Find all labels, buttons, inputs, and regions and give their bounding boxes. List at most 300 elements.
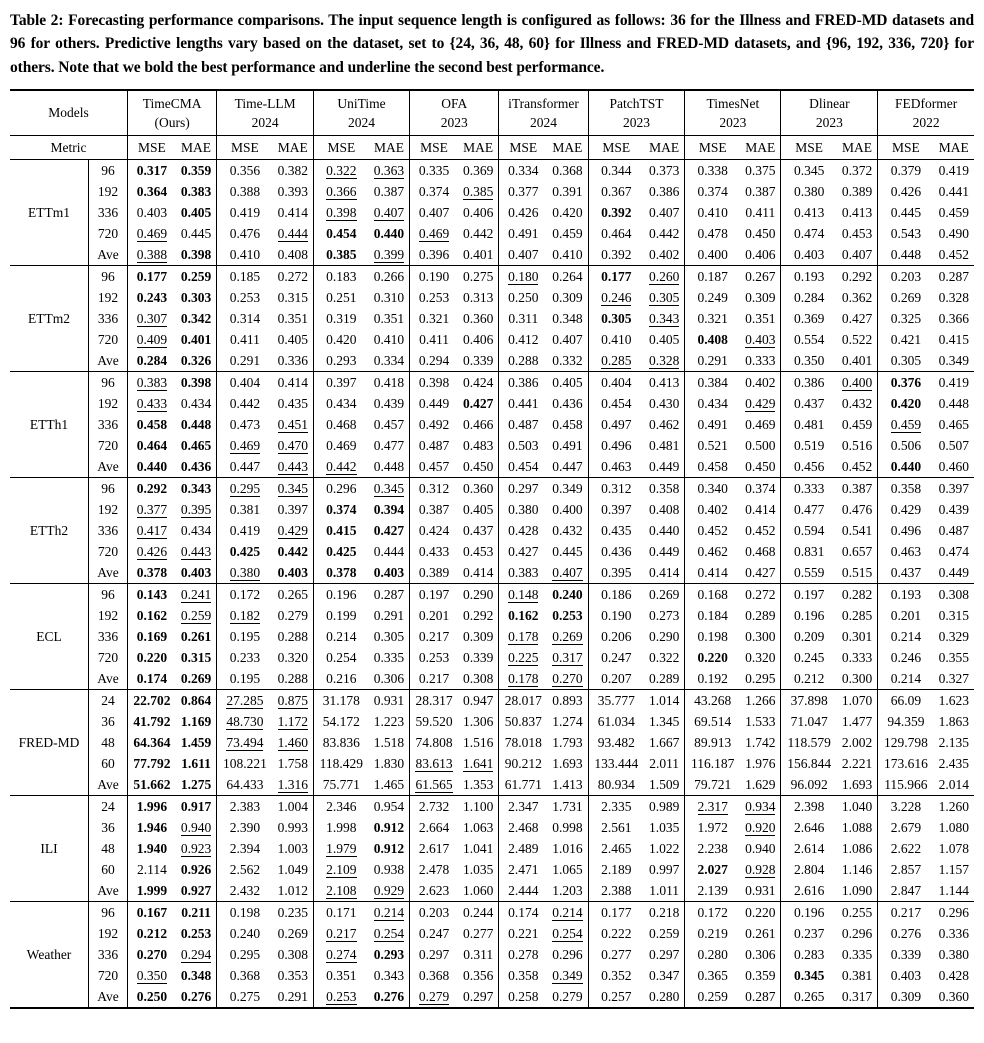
table-row [10,774,974,796]
metric-value-cell [644,350,685,372]
metric-value: 0.447 [229,458,261,474]
metric-value: 0.225 [508,649,539,665]
metric-value-cell [878,350,934,372]
metric-value: 0.928 [745,861,776,877]
metric-value-cell [878,732,934,753]
metric-value-cell [685,626,740,647]
metric-value-cell [217,329,273,350]
metric-value-cell [781,202,837,223]
metric-value-cell [685,605,740,626]
table-row [10,901,974,923]
metric-value: 1.088 [841,819,873,835]
table-row [10,520,974,541]
metric-value-cell [176,817,217,838]
metric-value: 0.402 [648,246,680,262]
metric-value-cell [217,880,273,902]
metric-value: 0.211 [181,904,211,920]
metric-value-cell [588,456,644,478]
metric-value-cell [878,520,934,541]
metric-value: 0.449 [648,543,680,559]
metric-value: 0.363 [373,162,405,178]
metric-value: 31.178 [322,692,360,708]
metric-value-cell [273,753,314,774]
metric-value-cell [588,202,644,223]
metric-value-cell [176,859,217,880]
metric-value-cell [176,414,217,435]
metric-value-cell [128,965,176,986]
metric-value: 0.283 [793,946,825,962]
metric-value: 0.267 [745,268,776,284]
metric-value: 0.334 [508,162,539,178]
table-row [10,541,974,562]
metric-value: 0.443 [277,458,308,474]
metric-value-cell [176,159,217,181]
metric-value: 0.454 [326,225,357,241]
metric-value-cell [934,223,974,244]
metric-value-cell [740,817,781,838]
metric-value: 0.300 [745,628,776,644]
metric-value-cell [644,647,685,668]
metric-value-cell [934,202,974,223]
metric-value: 2.616 [793,882,825,898]
metric-column-label: MAE [273,135,314,159]
metric-value-cell [644,668,685,690]
metric-value: 0.275 [462,268,494,284]
metric-value-cell [740,329,781,350]
metric-value: 0.448 [373,458,405,474]
metric-value-cell [740,499,781,520]
metric-value-cell [176,244,217,266]
metric-value: 0.410 [601,331,632,347]
metric-value-cell [369,859,410,880]
metric-value-cell [176,880,217,902]
metric-value: 0.559 [793,564,825,580]
metric-value-cell [837,414,878,435]
metric-value-cell [410,880,458,902]
metric-value-cell [644,605,685,626]
metric-value: 1.003 [277,840,308,856]
metric-value: 0.368 [552,162,583,178]
horizon-label: 36 [89,711,128,732]
metric-value: 1.976 [745,755,776,771]
metric-value-cell [547,605,588,626]
metric-value-cell [369,350,410,372]
metric-value-cell [740,880,781,902]
metric-value: 0.432 [841,395,873,411]
metric-value: 0.407 [552,564,583,580]
metric-value-cell [588,965,644,986]
metric-value-cell [410,795,458,817]
metric-value-cell [410,859,458,880]
horizon-label: 96 [89,159,128,181]
metric-value: 0.487 [938,522,969,538]
metric-value-cell [588,499,644,520]
metric-value: 0.214 [890,670,922,686]
metric-value: 0.414 [697,564,728,580]
metric-column-label: MAE [934,135,974,159]
metric-value: 0.831 [793,543,825,559]
metric-value: 0.380 [793,183,825,199]
metric-value: 0.427 [841,310,873,326]
metric-value-cell [547,944,588,965]
metric-value: 1.946 [136,819,168,835]
table-row [10,265,974,287]
metric-value: 0.270 [136,946,168,962]
metric-value: 1.731 [552,798,583,814]
metric-value: 0.305 [373,628,405,644]
metric-value-cell [458,689,499,711]
metric-value-cell [499,880,547,902]
horizon-label: 36 [89,817,128,838]
metric-value: 0.309 [745,289,776,305]
metric-value: 0.388 [136,246,168,262]
metric-value: 1.465 [373,776,405,792]
metric-value-cell [410,223,458,244]
metric-value-cell [128,223,176,244]
metric-value: 0.221 [508,925,539,941]
metric-value-cell [176,350,217,372]
metric-value: 0.322 [648,649,680,665]
metric-value: 0.406 [745,246,776,262]
metric-value-cell [547,393,588,414]
metric-value-cell [499,795,547,817]
metric-value-cell [781,541,837,562]
metric-value: 0.407 [648,204,680,220]
dataset-label: Weather [10,901,89,1008]
metric-value: 0.308 [277,946,308,962]
metric-value: 0.470 [277,437,308,453]
metric-value: 0.413 [841,204,873,220]
metric-value: 1.509 [648,776,680,792]
metric-value: 0.395 [601,564,632,580]
metric-column-label: MAE [458,135,499,159]
metric-value-cell [176,986,217,1008]
metric-value: 0.947 [462,692,494,708]
metric-value: 156.844 [787,755,832,771]
metric-value: 1.223 [373,713,405,729]
metric-value-cell [878,901,934,923]
metric-value-cell [499,393,547,414]
metric-value-cell [837,287,878,308]
metric-value-cell [369,647,410,668]
metric-value: 2.847 [890,882,922,898]
metric-value: 0.277 [601,946,632,962]
metric-value-cell [369,159,410,181]
metric-value-cell [458,965,499,986]
metric-value: 0.469 [229,437,261,453]
metric-value: 93.482 [597,734,635,750]
metric-value: 0.311 [463,946,494,962]
metric-value-cell [217,986,273,1008]
metric-value-cell [588,923,644,944]
metric-value-cell [313,414,368,435]
metric-value: 0.253 [418,289,450,305]
metric-value-cell [588,689,644,711]
metric-value-cell [740,753,781,774]
metric-value-cell [313,329,368,350]
metric-value: 0.429 [890,501,922,517]
metric-value: 0.406 [462,331,494,347]
metric-value: 1.518 [373,734,405,750]
metric-value: 0.383 [180,183,212,199]
metric-value-cell [781,265,837,287]
metric-value-cell [685,753,740,774]
metric-value: 0.280 [697,946,728,962]
metric-value-cell [313,287,368,308]
metric-value-cell [644,774,685,796]
metric-value: 0.386 [793,374,825,390]
metric-value-cell [837,371,878,393]
metric-value-cell [499,308,547,329]
metric-value-cell [313,350,368,372]
table-row [10,562,974,584]
metric-value: 1.693 [841,776,873,792]
metric-value-cell [369,477,410,499]
metric-value-cell [128,689,176,711]
metric-value: 0.497 [601,416,632,432]
metric-value: 0.434 [326,395,357,411]
metric-value-cell [781,753,837,774]
metric-value-cell [547,202,588,223]
metric-value-cell [217,562,273,584]
metric-value-cell [934,838,974,859]
metric-value-cell [458,711,499,732]
metric-value-cell [410,308,458,329]
metric-value-cell [878,965,934,986]
metric-value: 0.195 [229,670,261,686]
table-row [10,350,974,372]
metric-value-cell [740,477,781,499]
metric-value: 0.369 [462,162,494,178]
metric-value-cell [499,414,547,435]
metric-value-cell [934,244,974,266]
metric-value: 0.408 [697,331,728,347]
metric-value: 0.419 [229,522,261,538]
model-year: 2023 [440,114,468,130]
metric-value-cell [644,265,685,287]
metric-value-cell [369,944,410,965]
metric-value: 0.452 [745,522,776,538]
metric-value: 0.365 [697,967,728,983]
metric-value-cell [313,371,368,393]
metric-value: 0.274 [326,946,357,962]
metric-value-cell [685,329,740,350]
metric-value: 27.285 [226,692,264,708]
metric-value-cell [934,986,974,1008]
model-header [313,90,409,136]
metric-value: 2.383 [229,798,261,814]
metric-value: 0.463 [890,543,922,559]
metric-column-label: MAE [837,135,878,159]
metric-value-cell [588,838,644,859]
metric-value: 129.798 [883,734,928,750]
metric-value-cell [685,223,740,244]
metric-value: 1.742 [745,734,776,750]
metric-value-cell [644,223,685,244]
metric-value-cell [837,520,878,541]
metric-value-cell [644,499,685,520]
metric-value-cell [781,901,837,923]
model-header [685,90,781,136]
metric-value: 0.343 [373,967,405,983]
metric-value: 0.469 [326,437,357,453]
metric-value: 0.143 [136,586,168,602]
table-row [10,477,974,499]
metric-value-cell [740,774,781,796]
metric-value-cell [837,223,878,244]
metric-value-cell [685,859,740,880]
metric-value-cell [410,944,458,965]
metric-value: 1.353 [462,776,494,792]
metric-value: 118.429 [319,755,364,771]
metric-value-cell [547,753,588,774]
metric-value: 0.309 [552,289,583,305]
table-row [10,626,974,647]
metric-value-cell [217,944,273,965]
metric-value: 0.292 [136,480,168,496]
metric-value-cell [369,605,410,626]
metric-value: 0.998 [552,819,583,835]
metric-value-cell [781,329,837,350]
table-row [10,583,974,605]
metric-value-cell [128,668,176,690]
metric-value: 0.317 [841,988,873,1004]
metric-value-cell [128,817,176,838]
horizon-label: Ave [89,986,128,1008]
table-row [10,859,974,880]
metric-value: 0.469 [136,225,168,241]
metric-value: 2.139 [697,882,728,898]
metric-value-cell [588,371,644,393]
metric-value: 1.040 [841,798,873,814]
metric-value: 0.273 [648,607,680,623]
table-row [10,499,974,520]
metric-value-cell [273,626,314,647]
metric-value: 2.679 [890,819,922,835]
metric-value-cell [644,477,685,499]
metric-value: 0.407 [508,246,539,262]
metric-value-cell [369,795,410,817]
metric-value: 0.292 [841,268,873,284]
metric-value: 83.613 [415,755,453,771]
metric-value: 0.938 [373,861,405,877]
metric-value: 0.434 [180,522,212,538]
table-row [10,414,974,435]
metric-value: 3.228 [890,798,922,814]
table-row [10,202,974,223]
metric-value: 22.702 [133,692,171,708]
metric-value-cell [740,795,781,817]
metric-value-cell [934,456,974,478]
metric-value: 0.374 [697,183,728,199]
metric-value-cell [128,901,176,923]
metric-value-cell [934,626,974,647]
metric-value: 0.405 [462,501,494,517]
metric-value: 0.454 [508,458,539,474]
metric-value: 0.345 [373,480,405,496]
metric-value-cell [128,626,176,647]
metric-value: 0.445 [180,225,212,241]
metric-value-cell [499,287,547,308]
metric-value: 0.364 [136,183,168,199]
metric-value: 0.386 [508,374,539,390]
metric-value-cell [458,605,499,626]
metric-value: 0.409 [136,331,168,347]
metric-value: 108.221 [222,755,267,771]
metric-value-cell [176,520,217,541]
metric-value-cell [781,371,837,393]
horizon-label: 720 [89,647,128,668]
metric-value: 0.233 [229,649,261,665]
metric-value-cell [128,393,176,414]
metric-value: 0.276 [180,988,212,1004]
metric-value: 1.004 [277,798,308,814]
metric-value: 0.339 [890,946,922,962]
metric-value: 0.313 [462,289,494,305]
metric-value: 61.771 [504,776,542,792]
metric-value: 1.086 [841,840,873,856]
metric-value-cell [313,393,368,414]
metric-value: 0.405 [180,204,212,220]
metric-value: 0.453 [462,543,494,559]
metric-value-cell [685,795,740,817]
metric-value-cell [369,265,410,287]
metric-value: 0.410 [697,204,728,220]
metric-value-cell [176,753,217,774]
metric-value: 0.378 [136,564,168,580]
dataset-label: ETTm2 [10,265,89,371]
metric-value: 0.415 [326,522,357,538]
metric-value-cell [217,817,273,838]
metric-value: 0.180 [508,268,539,284]
metric-value: 2.135 [938,734,969,750]
metric-value-cell [458,244,499,266]
metric-value: 2.398 [793,798,825,814]
table-caption: Table 2: Forecasting performance comparisons. The input sequence length is configured as follows: 36 for the Illness and FRED-MD datasets and 96 for others. Predictive lengths vary based on the dataset, set to {24, 36, 48, 60} for Illness and FRED-MD datasets, and {96, 192, 336, 720} for others. Note that we bold the best performance and underline the second best performance. [10,12,974,76]
horizon-label: 60 [89,859,128,880]
metric-value-cell [458,732,499,753]
metric-value-cell [644,456,685,478]
metric-value: 0.459 [552,225,583,241]
metric-value: 0.450 [462,458,494,474]
table-row [10,795,974,817]
metric-value: 0.307 [136,310,168,326]
metric-value: 0.368 [229,967,261,983]
metric-value-cell [458,753,499,774]
metric-value-cell [458,223,499,244]
metric-value: 0.306 [745,946,776,962]
metric-value: 1.090 [841,882,873,898]
metric-value-cell [313,774,368,796]
metric-value-cell [878,880,934,902]
metric-value: 0.174 [136,670,168,686]
metric-value-cell [217,583,273,605]
metric-value: 0.405 [277,331,308,347]
metric-value-cell [217,668,273,690]
metric-value: 0.336 [938,925,969,941]
metric-value-cell [685,159,740,181]
metric-value-cell [547,986,588,1008]
metric-value: 0.167 [136,904,168,920]
metric-value: 0.474 [938,543,969,559]
metric-value-cell [217,605,273,626]
metric-value: 0.250 [136,988,168,1004]
metric-value: 0.339 [462,352,494,368]
metric-value-cell [740,414,781,435]
metric-value-cell [781,626,837,647]
metric-value-cell [588,350,644,372]
metric-value: 1.266 [745,692,776,708]
